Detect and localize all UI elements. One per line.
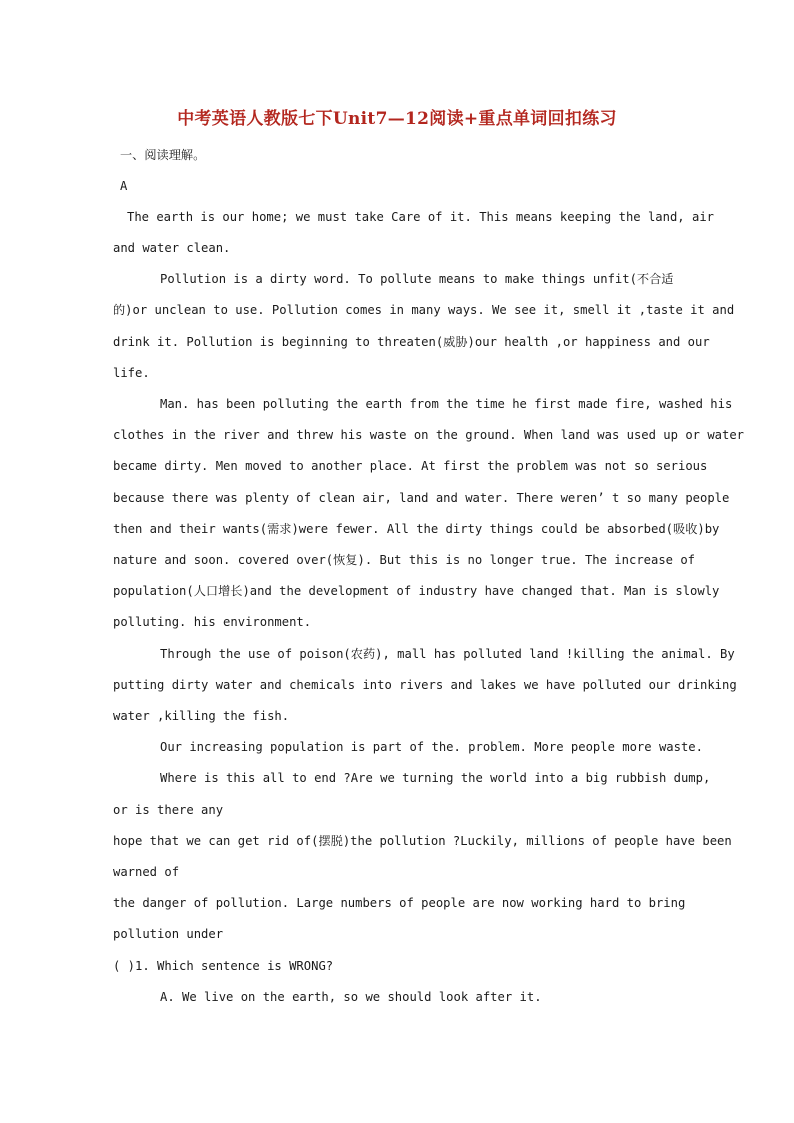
passage-line: or is there any bbox=[113, 803, 224, 817]
passage-line: because there was plenty of clean air, land and water. There weren’ t so many people bbox=[113, 491, 730, 505]
passage-line: nature and soon. covered over(恢复). But this is no longer true. The increase of bbox=[113, 553, 696, 567]
passage-line: life. bbox=[113, 366, 150, 380]
passage-line: polluting. his environment. bbox=[113, 615, 312, 629]
passage-line: Man. has been polluting the earth from the time he first made fire, washed his bbox=[160, 397, 733, 411]
passage-label: A bbox=[120, 179, 128, 193]
passage-line: The earth is our home; we must take Care of it. This means keeping the land, air bbox=[127, 210, 714, 224]
passage-line: Pollution is a dirty word. To pollute means to make things unfit(不合适 bbox=[160, 272, 674, 286]
passage-line: population(人口增长)and the development of industry have changed that. Man is slowly bbox=[113, 584, 720, 598]
question-1: ( )1. Which sentence is WRONG? bbox=[113, 959, 334, 973]
passage-line: Where is this all to end ?Are we turning the world into a big rubbish dump, bbox=[160, 771, 711, 785]
passage-line: putting dirty water and chemicals into rivers and lakes we have polluted our drinking bbox=[113, 678, 737, 692]
passage-line: warned of bbox=[113, 865, 180, 879]
passage-line: the danger of pollution. Large numbers of people are now working hard to bring bbox=[113, 896, 686, 910]
passage-line: Through the use of poison(农药), mall has polluted land !killing the animal. By bbox=[160, 647, 735, 661]
passage-line: hope that we can get rid of(摆脱)the pollution ?Luckily, millions of people have been bbox=[113, 834, 732, 848]
section-heading: 一、阅读理解。 bbox=[120, 148, 206, 162]
passage-line: water ,killing the fish. bbox=[113, 709, 290, 723]
passage-line: and water clean. bbox=[113, 241, 231, 255]
document-title: 中考英语人教版七下Unit7—12阅读+重点单词回扣练习 bbox=[177, 109, 617, 129]
passage-line: clothes in the river and threw his waste on the ground. When land was used up or water bbox=[113, 428, 745, 442]
question-1-option-a: A. We live on the earth, so we should look after it. bbox=[160, 990, 542, 1004]
passage-line: then and their wants(需求)were fewer. All the dirty things could be absorbed(吸收)by bbox=[113, 522, 720, 536]
passage-line: pollution under bbox=[113, 927, 224, 941]
passage-line: 的)or unclean to use. Pollution comes in many ways. We see it, smell it ,taste it and bbox=[113, 303, 735, 317]
passage-line: Our increasing population is part of the. problem. More people more waste. bbox=[160, 740, 703, 754]
passage-line: drink it. Pollution is beginning to threaten(威胁)our health ,or happiness and our bbox=[113, 335, 710, 349]
passage-line: became dirty. Men moved to another place. At first the problem was not so serious bbox=[113, 459, 708, 473]
